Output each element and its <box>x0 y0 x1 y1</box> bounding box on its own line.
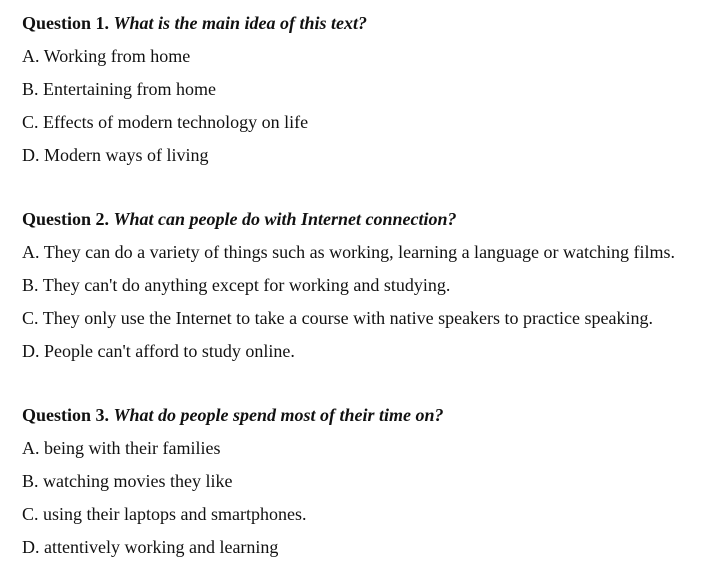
question-text: What is the main idea of this text? <box>113 13 368 33</box>
option-letter: D. <box>22 145 40 165</box>
option-c <box>22 503 722 525</box>
question-title <box>22 404 722 426</box>
option-text: They can do a variety of things such as working, learning a language or watching films. <box>43 242 676 262</box>
option-letter: D. <box>22 537 40 557</box>
option-a <box>22 45 722 67</box>
option-text: attentively working and learning <box>44 537 279 557</box>
option-c <box>22 307 722 329</box>
question-2 <box>22 208 722 362</box>
option-text: Modern ways of living <box>44 145 209 165</box>
option-b <box>22 274 722 296</box>
option-a <box>22 241 722 263</box>
option-letter: B. <box>22 79 39 99</box>
option-letter: C. <box>22 308 39 328</box>
option-letter: A. <box>22 242 40 262</box>
question-1 <box>22 12 722 166</box>
question-title <box>22 208 722 230</box>
question-number: Question 2. <box>22 209 110 229</box>
option-text: Effects of modern technology on life <box>43 112 309 132</box>
question-number: Question 1. <box>22 13 110 33</box>
option-text: being with their families <box>44 438 221 458</box>
question-number: Question 3. <box>22 405 110 425</box>
option-text: They only use the Internet to take a course with native speakers to practice speaking. <box>42 308 653 328</box>
option-text: using their laptops and smartphones. <box>43 504 307 524</box>
option-letter: C. <box>22 504 39 524</box>
option-text: Working from home <box>43 46 191 66</box>
option-text: They can't do anything except for working and studying. <box>42 275 451 295</box>
option-text: watching movies they like <box>43 471 233 491</box>
option-b <box>22 78 722 100</box>
option-letter: A. <box>22 438 40 458</box>
option-c <box>22 111 722 133</box>
option-d <box>22 340 722 362</box>
question-text: What do people spend most of their time on? <box>113 405 444 425</box>
option-letter: B. <box>22 275 39 295</box>
question-text: What can people do with Internet connection? <box>113 209 457 229</box>
option-b <box>22 470 722 492</box>
question-title <box>22 12 722 34</box>
option-letter: A. <box>22 46 40 66</box>
answer-options <box>22 241 722 362</box>
option-a <box>22 437 722 459</box>
option-letter: D. <box>22 341 40 361</box>
option-d <box>22 536 722 558</box>
option-letter: B. <box>22 471 39 491</box>
option-text: People can't afford to study online. <box>44 341 295 361</box>
question-3 <box>22 404 722 558</box>
answer-options <box>22 437 722 558</box>
option-text: Entertaining from home <box>43 79 216 99</box>
answer-options <box>22 45 722 166</box>
option-d <box>22 144 722 166</box>
option-letter: C. <box>22 112 39 132</box>
